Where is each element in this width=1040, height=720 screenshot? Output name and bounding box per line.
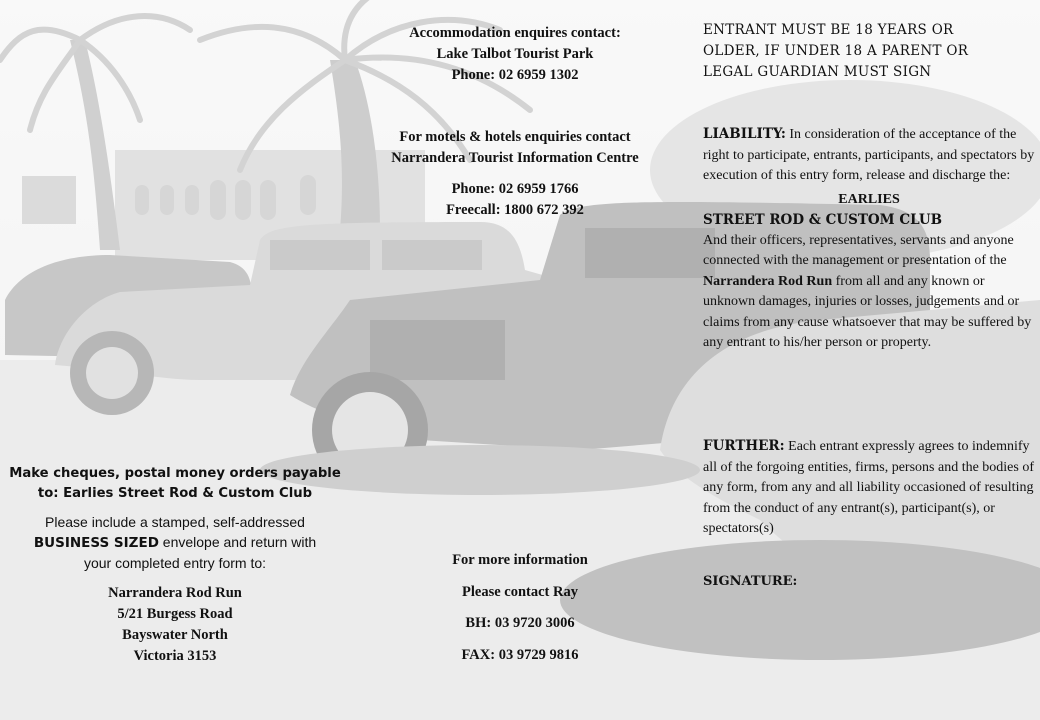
liability-text-1: In consideration of the acceptance of the right to participate, entrants, participants, and spectators by execution of this entry form, release and discharge the: xyxy=(703,127,1035,183)
payment-line-2: to: Earlies Street Rod & Custom Club xyxy=(37,486,313,501)
liability-text-2: And their officers, representatives, servants and anyone connected with the management or presentation of the xyxy=(703,232,1014,268)
envelope-instructions xyxy=(6,512,344,573)
entrant-age-notice xyxy=(703,20,1035,83)
motels-freecall: Freecall: 1800 672 392 xyxy=(446,202,584,218)
envelope-line-2 xyxy=(6,532,344,553)
motels-heading: For motels & hotels enquiries contact xyxy=(399,129,631,145)
address-line-1: Narrandera Rod Run xyxy=(108,585,242,601)
further-text: Each entrant expressly agrees to indemnify all of the forgoing entities, firms, persons and the bodies of any form, from any and all liability occasioned of resulting from the conduct of any entrant(s), participant(s), or spectators(s) xyxy=(703,439,1035,536)
motels-info xyxy=(350,127,680,221)
payment-line-1: Make cheques, postal money orders payable xyxy=(9,466,341,481)
entrant-line-2: OLDER, IF UNDER 18 A PARENT OR xyxy=(703,43,969,59)
payment-info xyxy=(6,464,344,667)
liability-section xyxy=(703,124,1035,354)
liability-text-3: from all and any known or unknown damages, injuries or losses, judgements and or claims from any cause whatsoever that may be suffered by any entrant to his/her person or property. xyxy=(703,273,1032,350)
accommodation-heading: Accommodation enquires contact: xyxy=(409,25,621,41)
entrant-line-1: ENTRANT MUST BE 18 YEARS OR xyxy=(703,22,954,38)
club-name-line-2: STREET ROD & CUSTOM CLUB xyxy=(703,212,943,228)
event-name: Narrandera Rod Run xyxy=(703,273,833,289)
more-info-heading: For more information xyxy=(452,552,588,568)
further-heading: FURTHER: xyxy=(703,438,785,454)
accommodation-info xyxy=(350,23,680,86)
signature-label: SIGNATURE: xyxy=(703,574,798,589)
envelope-line-2-rest: envelope and return with xyxy=(158,534,317,550)
more-info xyxy=(420,552,620,678)
envelope-line-1: Please include a stamped, self-addressed xyxy=(45,514,305,530)
club-name-line-1: EARLIES xyxy=(838,191,900,207)
entrant-line-3: LEGAL GUARDIAN MUST SIGN xyxy=(703,64,932,80)
liability-heading: LIABILITY: xyxy=(703,126,786,142)
accommodation-phone: Phone: 02 6959 1302 xyxy=(451,67,579,83)
address-line-3: Bayswater North xyxy=(122,627,228,643)
accommodation-park: Lake Talbot Tourist Park xyxy=(436,46,594,62)
further-section xyxy=(703,436,1035,540)
more-info-bh: BH: 03 9720 3006 xyxy=(465,615,575,631)
address-line-4: Victoria 3153 xyxy=(133,648,217,664)
business-sized-label: BUSINESS SIZED xyxy=(33,535,159,551)
more-info-contact: Please contact Ray xyxy=(462,583,578,600)
motels-centre: Narrandera Tourist Information Centre xyxy=(391,150,639,166)
mailing-address xyxy=(6,583,344,667)
envelope-line-3: your completed entry form to: xyxy=(83,555,267,571)
motels-phone: Phone: 02 6959 1766 xyxy=(451,181,579,197)
more-info-fax: FAX: 03 9729 9816 xyxy=(461,646,579,663)
address-line-2: 5/21 Burgess Road xyxy=(117,606,233,622)
